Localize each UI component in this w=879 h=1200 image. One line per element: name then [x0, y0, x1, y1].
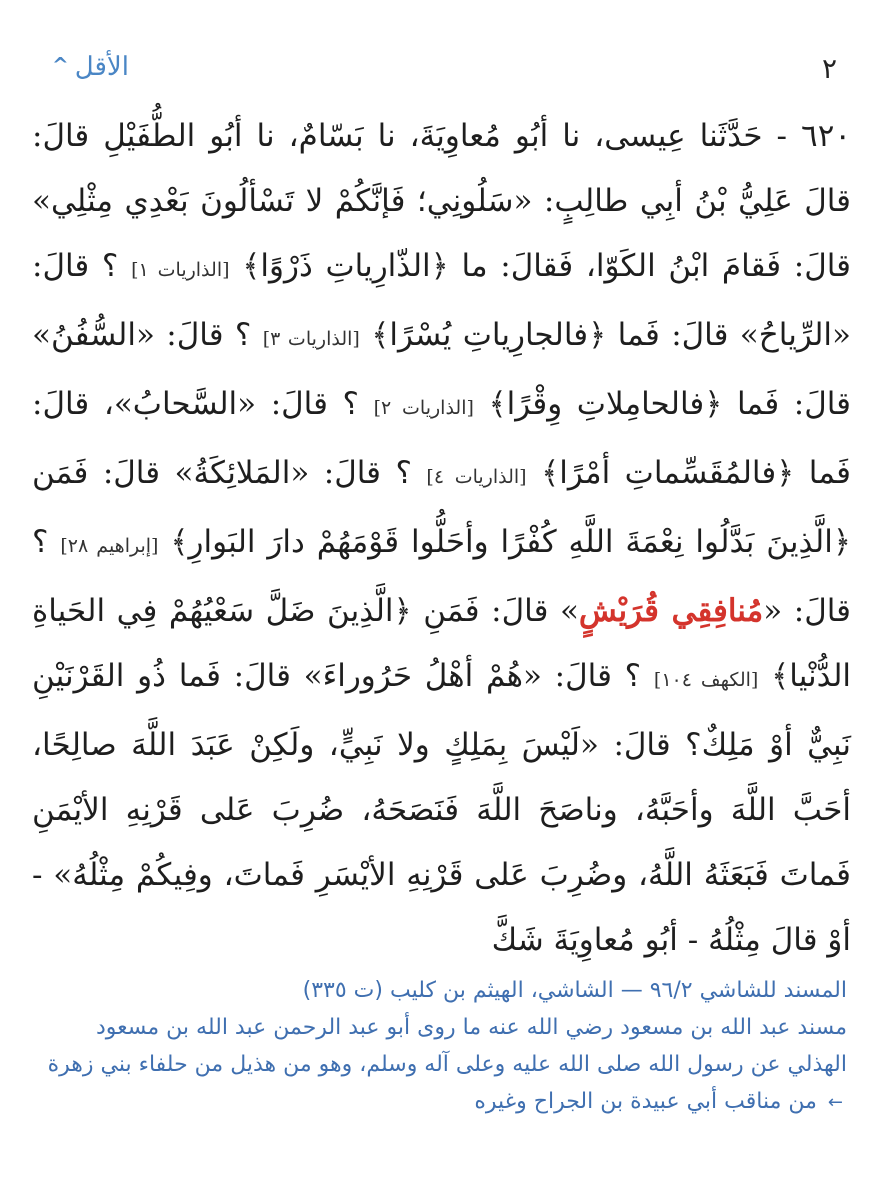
- arrow-left-icon: ←: [827, 1092, 843, 1113]
- hadith-segment: ؟ قالَ: «هُمْ أهْلُ حَرُوراءَ» قالَ: فَما ذُو القَرْنَيْنِ نَبِيٌّ أوْ مَلِكٌ؟ قالَ: «لَيْسَ بِمَلِكٍ ولا نَبِيٍّ، ولَكِنْ عَبَدَ اللَّهَ صالِحًا، أحَبَّ اللَّهَ وأحَبَّهُ، وناصَحَ اللَّهَ فَنَصَحَهُ، ضُرِبَ عَلى قَرْنِهِ الأيْمَنِ فَماتَ فَبَعَثَهُ اللَّهُ، وضُرِبَ عَلى قَرْنِهِ الأيْسَرِ فَماتَ، وفِيكُمْ مِثْلُهُ» - أوْ قالَ مِثْلُهُ - أبُو مُعاوِيَةَ شَكَّ: [32, 658, 851, 958]
- quran-reference: [إبراهيم ٢٨]: [60, 535, 159, 557]
- page-header: [32, 52, 851, 92]
- quran-reference: [الذاريات ١]: [131, 259, 230, 281]
- quran-reference: [الذاريات ٤]: [426, 466, 527, 488]
- quran-reference: [الذاريات ٢]: [373, 397, 474, 419]
- hadith-segment: » قالَ: فَمَنِ ﴿الَّذِينَ ضَلَّ سَعْيُهُمْ فِي الحَياةِ الدُّنْيا﴾: [32, 593, 851, 694]
- chapter-link[interactable]: مسند عبد الله بن مسعود رضي الله عنه ما روى أبو عبد الرحمن عبد الله بن مسعود الهذلي عن رسول الله صلى الله عليه وعلى آله وسلم، وهو من هذيل من حلفاء بني زهرة: [47, 1015, 847, 1077]
- hadith-text: [32, 104, 851, 973]
- chevron-up-icon: ^: [52, 53, 69, 77]
- show-less-label: الأقل: [74, 52, 129, 82]
- hadith-segment: ؟ قالَ: «المَلائِكَةُ» قالَ: فَمَن ﴿الَّذِينَ بَدَّلُوا نِعْمَةَ اللَّهِ كُفْرًا وأحَلُّوا قَوْمَهُمْ دارَ البَوارِ﴾: [32, 455, 852, 560]
- source-book-link[interactable]: المسند للشاشي ٩٦/٢ — الشاشي، الهيثم بن كليب (ت ٣٣٥): [302, 978, 847, 1003]
- hadith-segment: ؟ قالَ: «السَّحابُ»، قالَ: فَما ﴿فالمُقَسِّماتِ أمْرًا﴾: [32, 386, 851, 491]
- hadith-segment: ؟ قالَ: «الرِّياحُ» قالَ: فَما ﴿فالجارِياتِ يُسْرًا﴾: [32, 248, 851, 353]
- page-number: ٢: [821, 52, 837, 85]
- hadith-segment: ؟ قالَ: «: [32, 524, 851, 629]
- quran-reference: [الكهف ١٠٤]: [653, 669, 759, 691]
- show-less-toggle[interactable]: [52, 52, 129, 82]
- hadith-segment: ٦٢٠ - حَدَّثَنا عِيسى، نا أبُو مُعاوِيَةَ، نا بَسّامٌ، نا أبُو الطُّفَيْلِ قالَ: قالَ عَلِيُّ بْنُ أبِي طالِبٍ: «سَلُونِي؛ فَإنَّكُمْ لا تَسْألُونَ بَعْدِي مِثْلِي» قالَ: فَقامَ ابْنُ الكَوّا، فَقالَ: ما ﴿الذّارِياتِ ذَرْوًا﴾: [32, 118, 851, 284]
- section-link[interactable]: من مناقب أبي عبيدة بن الجراح وغيره: [474, 1089, 817, 1114]
- highlighted-phrase: مُنافِقِي قُرَيْشٍ: [578, 593, 764, 629]
- hadith-segment: ؟ قالَ: «السُّفُنُ» قالَ: فَما ﴿فالحامِلاتِ وِقْرًا﴾: [32, 317, 852, 422]
- source-citation: [38, 972, 847, 1121]
- quran-reference: [الذاريات ٣]: [262, 328, 360, 350]
